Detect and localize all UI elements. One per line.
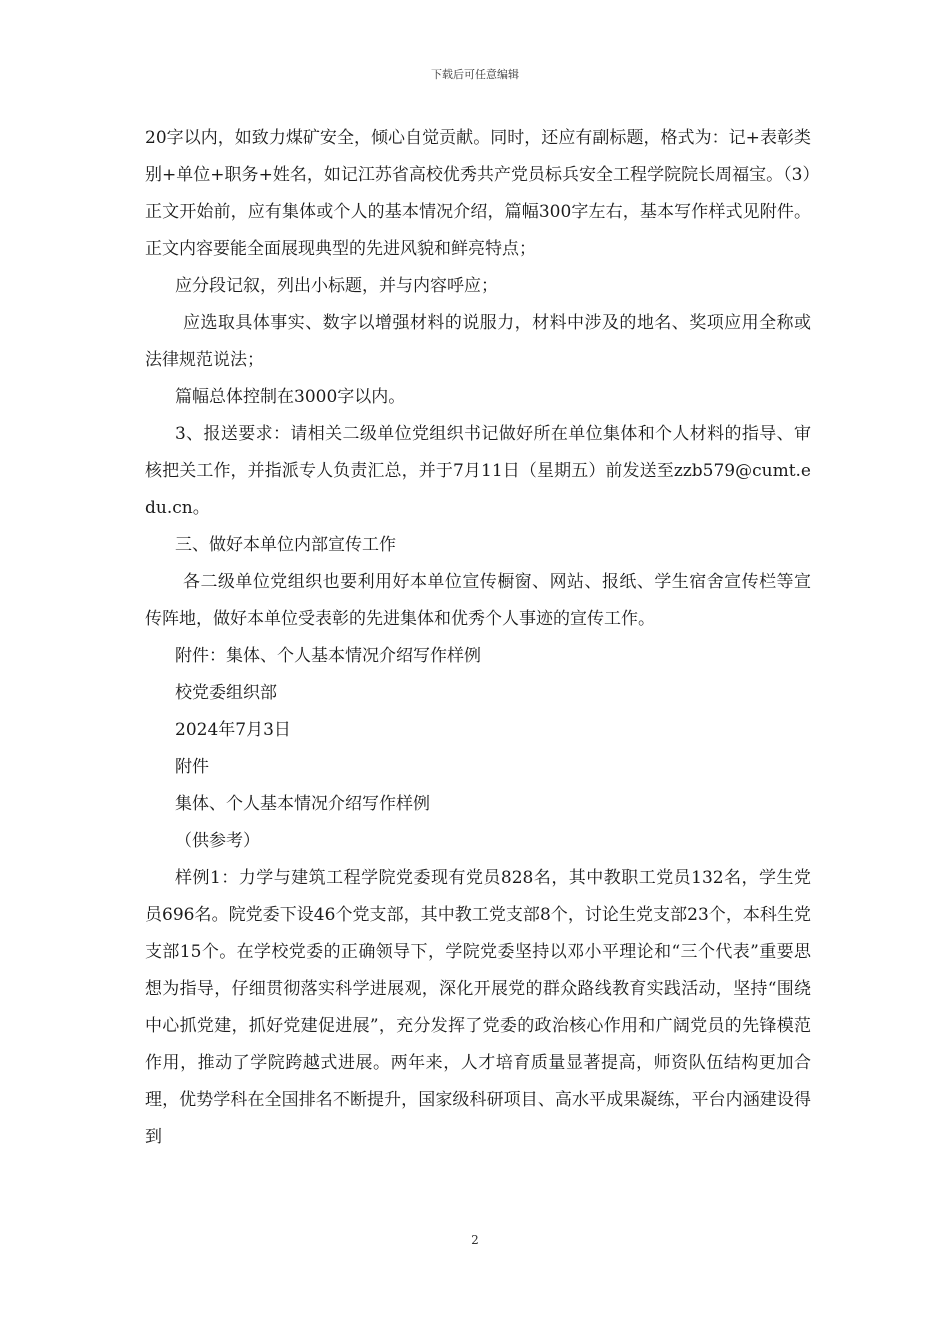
attachment-label: 附件 [175, 757, 209, 777]
document-body [145, 120, 811, 1156]
page-header: 下载后可任意编辑 [431, 68, 519, 81]
attachment-subtitle: （供参考） [175, 831, 260, 851]
paragraph-title-format: 20字以内，如致力煤矿安全，倾心自觉贡献。同时，还应有副标题，格式为：记+表彰类别+单位+职务+姓名，如记江苏省高校优秀共产党员标兵安全工程学院院长周福宝。（3）正文开始前，应有集体或个人的基本情况介绍，篇幅300字左右，基本写作样式见附件。正文内容要能全面展现典型的先进风貌和鲜亮特点； [145, 128, 811, 259]
signature-date: 2024年7月3日 [175, 720, 291, 740]
paragraph-length: 篇幅总体控制在3000字以内。 [175, 387, 406, 407]
paragraph-subheadings: 应分段记叙，列出小标题，并与内容呼应； [175, 276, 498, 296]
sample-paragraph: 样例1：力学与建筑工程学院党委现有党员828名，其中教职工党员132名，学生党员696名。院党委下设46个党支部，其中教工党支部8个，讨论生党支部23个，本科生党支部15个。在学校党委的正确领导下，学院党委坚持以邓小平理论和“三个代表”重要思想为指导，仔细贯彻落实科学进展观，深化开展党的群众路线教育实践活动，坚持“围绕中心抓党建，抓好党建促进展”，充分发挥了党委的政治核心作用和广阔党员的先锋模范作用，推动了学院跨越式进展。两年来，人才培育质量显著提高，师资队伍结构更加合理，优势学科在全国排名不断提升，国家级科研项目、高水平成果凝练，平台内涵建设得到 [145, 868, 811, 1147]
signature-department: 校党委组织部 [175, 683, 277, 703]
section-heading-publicity: 三、做好本单位内部宣传工作 [175, 535, 396, 555]
attachment-title: 集体、个人基本情况介绍写作样例 [175, 794, 430, 814]
paragraph-facts: 应选取具体事实、数字以增强材料的说服力，材料中涉及的地名、奖项应用全称或法律规范说法； [145, 313, 811, 370]
paragraph-submission: 3、报送要求：请相关二级单位党组织书记做好所在单位集体和个人材料的指导、审核把关工作，并指派专人负责汇总，并于7月11日（星期五）前发送至zzb579@cumt.edu.cn。 [145, 424, 811, 518]
paragraph-publicity: 各二级单位党组织也要利用好本单位宣传橱窗、网站、报纸、学生宿舍宣传栏等宣传阵地，做好本单位受表彰的先进集体和优秀个人事迹的宣传工作。 [145, 572, 811, 629]
attachment-line: 附件：集体、个人基本情况介绍写作样例 [175, 646, 481, 666]
page-number: 2 [471, 1233, 479, 1247]
